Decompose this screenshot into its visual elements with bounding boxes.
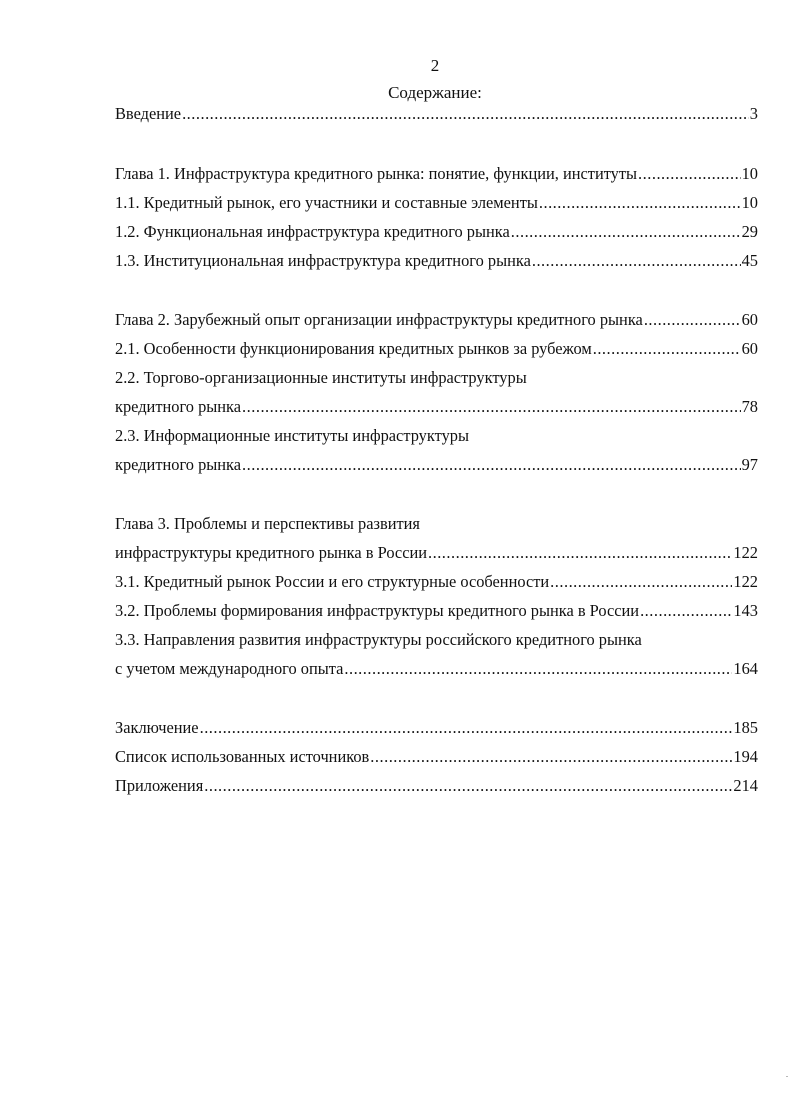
toc-entry-page: 214 — [733, 776, 758, 795]
toc-entry-label: кредитного рынка — [115, 455, 242, 474]
toc-entry-appendix[interactable] — [115, 776, 758, 796]
toc-entry-chapter-2[interactable] — [115, 310, 758, 330]
toc-entry-section-2-2[interactable] — [115, 397, 758, 417]
toc-entry-label: 2.1. Особенности функционирования кредитных рынков за рубежом — [115, 339, 592, 358]
toc-entry-section-1-3[interactable] — [115, 251, 758, 271]
toc-entry-page: 194 — [733, 747, 758, 766]
toc-title: Содержание: — [388, 83, 482, 102]
toc-entry-section-2-2-line1: 2.2. Торгово-организационные институты инфраструктуры — [115, 368, 527, 387]
toc-entry-label: с учетом международного опыта — [115, 659, 344, 678]
toc-entry-page: 143 — [733, 601, 758, 620]
toc-entry-page: 164 — [733, 659, 758, 678]
toc-entry-page: 97 — [741, 455, 758, 474]
toc-entry-section-2-1[interactable] — [115, 339, 758, 359]
dot-leader — [550, 572, 732, 592]
toc-entry-label: 1.2. Функциональная инфраструктура кредитного рынка — [115, 222, 510, 241]
dot-leader — [204, 776, 732, 796]
toc-entry-label: Глава 2. Зарубежный опыт организации инфраструктуры кредитного рынка — [115, 310, 643, 329]
toc-entry-page: 122 — [733, 572, 758, 591]
toc-entry-section-3-1[interactable] — [115, 572, 758, 592]
toc-entry-label: инфраструктуры кредитного рынка в России — [115, 543, 428, 562]
toc-entry-chapter-1[interactable] — [115, 164, 758, 184]
toc-entry-page: 10 — [741, 164, 758, 183]
toc-entry-page: 60 — [741, 310, 758, 329]
toc-entry-chapter-3[interactable] — [115, 543, 758, 563]
toc-entry-page: 10 — [741, 193, 758, 212]
toc-entry-label: кредитного рынка — [115, 397, 242, 416]
toc-entry-label: 1.1. Кредитный рынок, его участники и составные элементы — [115, 193, 538, 212]
dot-leader — [638, 164, 741, 184]
toc-entry-conclusion[interactable] — [115, 718, 758, 738]
toc-entry-label: Приложения — [115, 776, 204, 795]
dot-leader — [242, 397, 741, 417]
scan-artifact: . — [786, 1070, 788, 1079]
toc-entry-page: 185 — [733, 718, 758, 737]
toc-entry-page: 29 — [741, 222, 758, 241]
dot-leader — [428, 543, 732, 563]
toc-entry-section-3-3[interactable] — [115, 659, 758, 679]
toc-entry-page: 3 — [749, 104, 758, 123]
toc-entry-page: 45 — [741, 251, 758, 270]
toc-entry-section-3-3-line1: 3.3. Направления развития инфраструктуры российского кредитного рынка — [115, 630, 642, 649]
toc-entry-label: Список использованных источников — [115, 747, 370, 766]
toc-entry-section-1-1[interactable] — [115, 193, 758, 213]
dot-leader — [182, 104, 749, 124]
dot-leader — [242, 455, 741, 475]
toc-entry-chapter-3-line1: Глава 3. Проблемы и перспективы развития — [115, 514, 420, 533]
toc-entry-page: 78 — [741, 397, 758, 416]
toc-entry-label: 1.3. Институциональная инфраструктура кредитного рынка — [115, 251, 531, 270]
dot-leader — [344, 659, 732, 679]
toc-entry-label: Заключение — [115, 718, 199, 737]
dot-leader — [539, 193, 741, 213]
dot-leader — [593, 339, 741, 359]
toc-entry-label: 3.2. Проблемы формирования инфраструктуры кредитного рынка в России — [115, 601, 640, 620]
dot-leader — [640, 601, 732, 621]
toc-entry-label: Введение — [115, 104, 182, 123]
toc-entry-intro[interactable] — [115, 104, 758, 124]
toc-entry-label: 3.1. Кредитный рынок России и его структурные особенности — [115, 572, 550, 591]
dot-leader — [370, 747, 732, 767]
toc-entry-page: 122 — [733, 543, 758, 562]
toc-entry-sources[interactable] — [115, 747, 758, 767]
dot-leader — [532, 251, 741, 271]
dot-leader — [511, 222, 741, 242]
page-number: 2 — [430, 56, 440, 75]
toc-entry-section-3-2[interactable] — [115, 601, 758, 621]
toc-entry-section-2-3[interactable] — [115, 455, 758, 475]
dot-leader — [200, 718, 733, 738]
toc-entry-section-1-2[interactable] — [115, 222, 758, 242]
dot-leader — [644, 310, 741, 330]
toc-entry-section-2-3-line1: 2.3. Информационные институты инфраструктуры — [115, 426, 469, 445]
toc-entry-label: Глава 1. Инфраструктура кредитного рынка: понятие, функции, институты — [115, 164, 638, 183]
toc-entry-page: 60 — [741, 339, 758, 358]
